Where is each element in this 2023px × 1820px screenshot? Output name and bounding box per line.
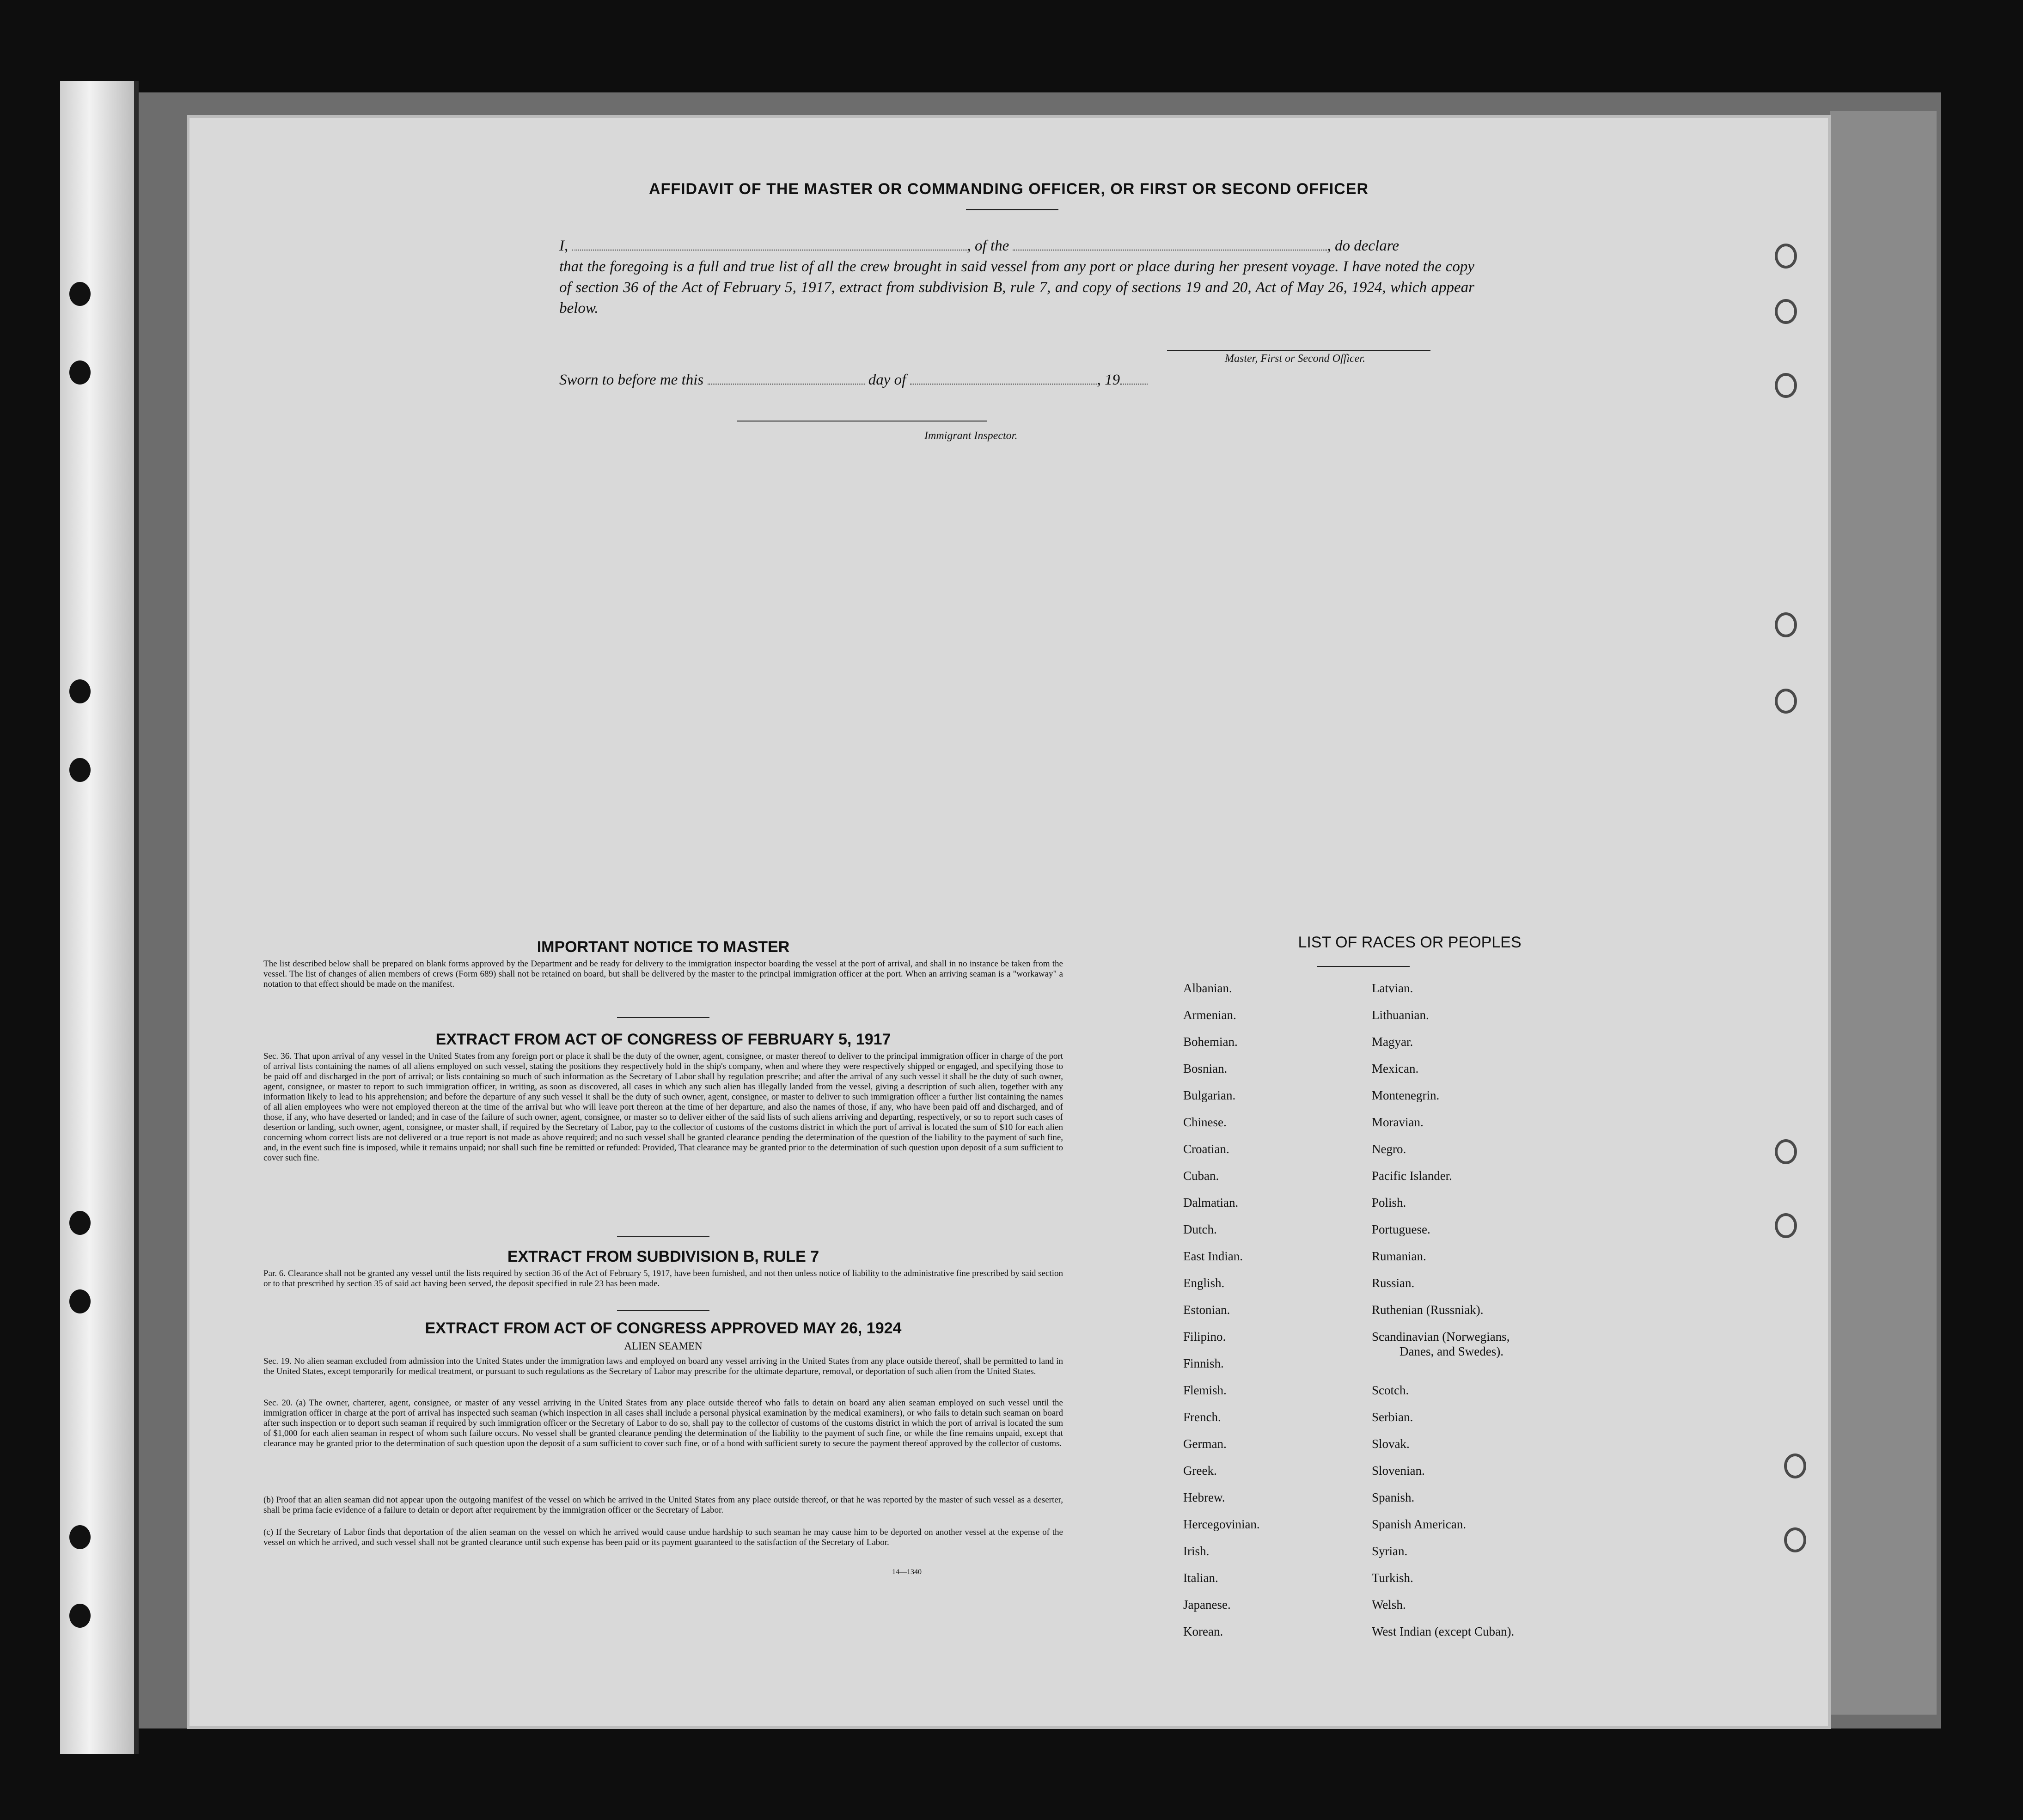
race-item: Negro. <box>1372 1142 1406 1156</box>
vessel-field[interactable] <box>1013 238 1327 250</box>
extract-1924-title: EXTRACT FROM ACT OF CONGRESS APPROVED MAY 26, 1924 <box>425 1319 902 1337</box>
race-item: Turkish. <box>1372 1571 1413 1585</box>
affidavit-text <box>559 236 1474 319</box>
race-item: German. <box>1183 1437 1227 1451</box>
notice-text: The list described below shall be prepared on blank forms approved by the Department and be ready for delivery to the immigration inspector boarding the vessel at the port of arrival, and shall in no instance be taken from the vessel. The list of changes of alien members of crews (Form 689) shall not be retained on board, but shall be delivered by the master to the principal immigration officer at the port. When an arriving seaman is a "workaway" a notation to that effect should be made on the manifest. <box>263 959 1063 989</box>
underlying-sheet-right <box>1830 111 1937 1715</box>
race-item: West Indian (except Cuban). <box>1372 1625 1515 1638</box>
race-item: Flemish. <box>1183 1383 1227 1397</box>
race-item: Italian. <box>1183 1571 1218 1585</box>
label-of-the: , of the <box>967 238 1009 254</box>
race-item: Bohemian. <box>1183 1035 1238 1049</box>
binder-hole <box>69 679 91 703</box>
master-signature-label: Master, First or Second Officer. <box>1225 353 1365 365</box>
race-item: Armenian. <box>1183 1008 1236 1022</box>
sworn-month-field[interactable] <box>910 372 1097 385</box>
binder-hole <box>69 1211 91 1235</box>
races-title: LIST OF RACES OR PEOPLES <box>1298 934 1522 951</box>
inspector-signature-label: Immigrant Inspector. <box>924 430 1018 442</box>
title-rule <box>966 209 1058 210</box>
race-item: Croatian. <box>1183 1142 1229 1156</box>
sworn-year-field[interactable] <box>1120 372 1148 385</box>
section-rule <box>617 1236 709 1237</box>
race-item: Finnish. <box>1183 1356 1224 1370</box>
extract-1917-title: EXTRACT FROM ACT OF CONGRESS OF FEBRUARY 5, 1917 <box>435 1031 891 1048</box>
affidavit-title: AFFIDAVIT OF THE MASTER OR COMMANDING OFFICER, OR FIRST OR SECOND OFFICER <box>649 180 1369 198</box>
race-item: Hercegovinian. <box>1183 1517 1260 1531</box>
race-item: Latvian. <box>1372 981 1413 995</box>
race-item: Montenegrin. <box>1372 1088 1440 1102</box>
punch-hole <box>1775 373 1797 398</box>
section-rule <box>617 1017 709 1018</box>
punch-hole <box>1775 1139 1797 1164</box>
race-item: Albanian. <box>1183 981 1232 995</box>
punch-hole <box>1775 689 1797 714</box>
race-item: Scotch. <box>1372 1383 1409 1397</box>
label-sworn: Sworn to before me this <box>559 372 704 388</box>
name-field[interactable] <box>572 238 967 250</box>
binder-hole <box>69 1604 91 1628</box>
race-item: Korean. <box>1183 1625 1223 1638</box>
race-item: Portuguese. <box>1372 1222 1430 1236</box>
label-year: , 19 <box>1097 372 1120 388</box>
race-item: Spanish. <box>1372 1490 1415 1504</box>
race-item: Welsh. <box>1372 1598 1406 1612</box>
sec20c-text: (c) If the Secretary of Labor finds that deportation of the alien seaman on the vessel on which he arrived would cause undue hardship to such seaman he may cause him to be deported on another vessel at the expense of the vessel on which he arrived, and such vessel shall not be granted clearance until such expense has been paid or its payment guaranteed to the satisfaction of the Secretary of Labor. <box>263 1527 1063 1547</box>
race-item: French. <box>1183 1410 1221 1424</box>
binder-hole <box>69 1525 91 1549</box>
race-item: Serbian. <box>1372 1410 1413 1424</box>
race-item: Lithuanian. <box>1372 1008 1429 1022</box>
form-number: 14—1340 <box>892 1568 922 1576</box>
binder-hole <box>69 1289 91 1313</box>
extract-rule7-text: Par. 6. Clearance shall not be granted any vessel until the lists required by section 36 of the Act of February 5, 1917, have been furnished, and not then unless notice of liability to the administrative fine prescribed by said section or to that prescribed by section 35 of said act having been served, the deposit specified in rule 23 has been made. <box>263 1269 1063 1289</box>
punch-hole <box>1784 1527 1806 1552</box>
extract-1917-text: Sec. 36. That upon arrival of any vessel in the United States from any foreign port or place it shall be the duty of the owner, agent, consignee, or master thereof to deliver to the principal immigration officer in charge of the port of arrival lists containing the names of all aliens employed on such vessel, stating the positions they respectively hold in the ship's company, when and where they were respectively shipped or engaged, and specifying those to be paid off and discharged in the port of arrival; or lists containing so much of such information as the Secretary of Labor shall by regulation prescribe; and after the arrival of any such vessel it shall be the duty of such owner, agent, consignee, or master to report to such immigration officer, in writing, as soon as discovered, all cases in which any such alien has illegally landed from the vessel, giving a description of such alien, together with any information likely to lead to his apprehension; and before the departure of any such vessel it shall be the duty of such owner, agent, consignee, or master to deliver to such immigration officer a further list containing the names of all alien employees who were not employed thereon at the time of the arrival but who will leave port thereon at the time of her departure, and also the names of those, if any, who have been paid off and discharged, and of those, if any, who have deserted or landed; and in case of the failure of such owner, agent, consignee, or master so to deliver either of the said lists of such aliens arriving and departing, respectively, or so to report such cases of desertion or landing, such owner, agent, consignee, or master shall, if required by the Secretary of Labor, pay to the collector of customs of the customs district in which the port of arrival is located the sum of $10 for each alien concerning whom correct lists are not delivered or a true report is not made as above required; and no such vessel shall be granted clearance pending the determination of the question of the liability to the payment of such fine, and, in the event such fine is imposed, while it remains unpaid; nor shall such fine be remitted or refunded: Provided, That clearance may be granted prior to the determination of such question upon deposit of a sum sufficient to cover such fine. <box>263 1051 1063 1163</box>
sec20a-text: Sec. 20. (a) The owner, charterer, agent, consignee, or master of any vessel arriving in the United States from any place outside thereof who fails to detain on board any alien seaman employed on such vessel until the immigration officer in charge at the port of arrival has inspected such seaman (which inspection in all cases shall include a personal physical examination by the medical examiners), or who fails to detain such seaman on board after such inspection or to deport such seaman if required by such immigration officer or the Secretary of Labor to do so, shall pay to the collector of customs of the customs district in which the port of arrival is located the sum of $1,000 for each alien seaman in respect of whom such failure occurs. No vessel shall be granted clearance pending the determination of the liability to the payment of such fine, or while the fine remains unpaid, except that clearance may be granted prior to the determination of such question upon the deposit of a sum sufficient to cover such fine, or of a bond with sufficient surety to secure the payment thereof approved by the collector of customs. <box>263 1398 1063 1448</box>
race-item: Dalmatian. <box>1183 1196 1239 1209</box>
punch-hole <box>1775 1213 1797 1238</box>
race-item: Magyar. <box>1372 1035 1413 1049</box>
race-item: Scandinavian (Norwegians, <box>1372 1330 1510 1344</box>
race-item: Ruthenian (Russniak). <box>1372 1303 1484 1317</box>
label-do-declare: , do declare <box>1327 238 1399 254</box>
punch-hole <box>1775 299 1797 324</box>
race-item: Chinese. <box>1183 1115 1227 1129</box>
race-item: English. <box>1183 1276 1225 1290</box>
binder-hole <box>69 282 91 306</box>
race-item: Rumanian. <box>1372 1249 1426 1263</box>
race-item: Pacific Islander. <box>1372 1169 1452 1183</box>
race-item: East Indian. <box>1183 1249 1243 1263</box>
extract-rule7-title: EXTRACT FROM SUBDIVISION B, RULE 7 <box>507 1248 819 1265</box>
race-item: Filipino. <box>1183 1330 1226 1344</box>
alien-seamen-subtitle: ALIEN SEAMEN <box>624 1340 703 1352</box>
race-item: Bosnian. <box>1183 1062 1228 1075</box>
binder-strip <box>60 81 139 1754</box>
master-signature-line <box>1167 350 1430 351</box>
race-item: Russian. <box>1372 1276 1415 1290</box>
races-title-rule <box>1317 966 1410 967</box>
punch-hole <box>1784 1454 1806 1478</box>
affidavit-body: that the foregoing is a full and true list of all the crew brought in said vessel from any port or place during her present voyage. I have noted the copy of section 36 of the Act of February 5, 1917, extract from subdivision B, rule 7, and copy of sections 19 and 20, Act of May 26, 1924, which appear below. <box>559 258 1474 317</box>
declaration-line <box>559 236 1474 257</box>
race-item: Syrian. <box>1372 1544 1408 1558</box>
sworn-line <box>559 370 1474 391</box>
race-item: Dutch. <box>1183 1222 1217 1236</box>
race-item-continued: Danes, and Swedes). <box>1400 1344 1503 1358</box>
sworn-day-field[interactable] <box>708 372 865 385</box>
race-item: Mexican. <box>1372 1062 1419 1075</box>
punch-hole <box>1775 244 1797 269</box>
race-item: Slovak. <box>1372 1437 1410 1451</box>
sec19-text: Sec. 19. No alien seaman excluded from admission into the United States under the immigration laws and employed on board any vessel arriving in the United States from any place outside thereof, shall be permitted to land in the United States, except temporarily for medical treatment, or pursuant to such regulations as the Secretary of Labor may prescribe for the ultimate departure, removal, or deportation of such alien from the United States. <box>263 1356 1063 1376</box>
binder-hole <box>69 758 91 782</box>
label-i: I, <box>559 238 568 254</box>
notice-title: IMPORTANT NOTICE TO MASTER <box>537 938 790 956</box>
race-item: Polish. <box>1372 1196 1406 1209</box>
document-page <box>189 118 1828 1726</box>
race-item: Spanish American. <box>1372 1517 1466 1531</box>
sec20b-text: (b) Proof that an alien seaman did not appear upon the outgoing manifest of the vessel on which he arrived in the United States from any place outside thereof, or that he was reported by the master of such vessel as a deserter, shall be prima facie evidence of a failure to detain or deport after requirement by the immigration officer or the Secretary of Labor. <box>263 1495 1063 1515</box>
section-rule <box>617 1310 709 1311</box>
race-item: Cuban. <box>1183 1169 1219 1183</box>
race-item: Japanese. <box>1183 1598 1231 1612</box>
label-day-of: day of <box>868 372 906 388</box>
race-item: Bulgarian. <box>1183 1088 1236 1102</box>
race-item: Greek. <box>1183 1464 1217 1478</box>
binder-hole <box>69 360 91 385</box>
race-item: Estonian. <box>1183 1303 1230 1317</box>
race-item: Slovenian. <box>1372 1464 1425 1478</box>
race-item: Hebrew. <box>1183 1490 1225 1504</box>
race-item: Moravian. <box>1372 1115 1424 1129</box>
punch-hole <box>1775 612 1797 637</box>
race-item: Irish. <box>1183 1544 1210 1558</box>
